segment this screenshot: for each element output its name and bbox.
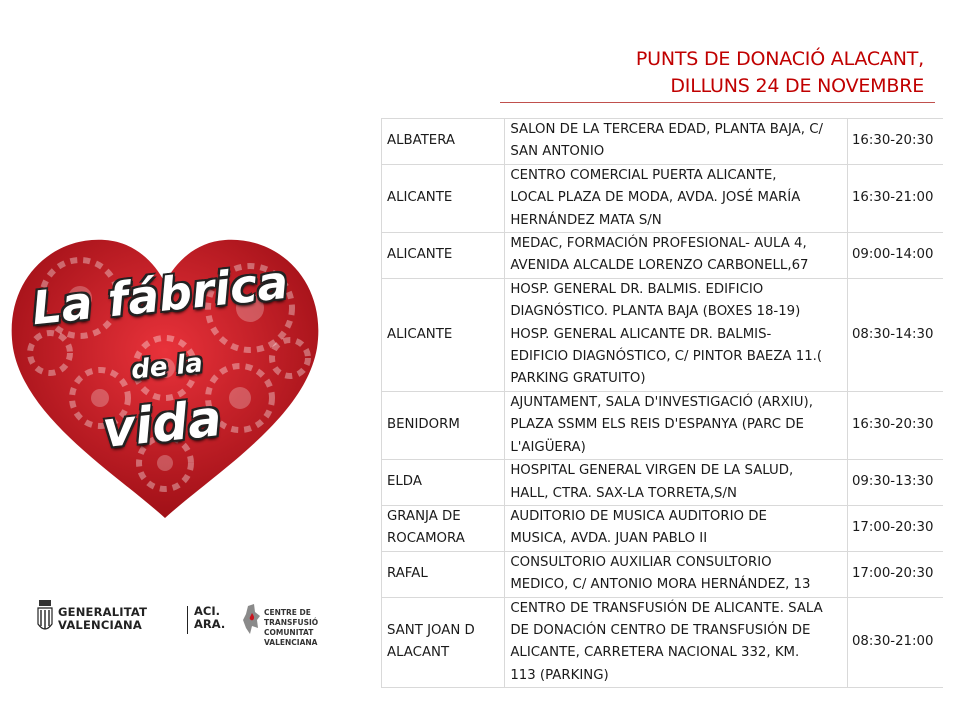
table-row — [382, 233, 944, 279]
place-cell — [505, 278, 848, 391]
page-title — [636, 46, 924, 100]
place-line: ALICANTE, CARRETERA NACIONAL 332, KM. — [510, 645, 800, 661]
table-body — [382, 119, 944, 688]
place-cell — [505, 597, 848, 688]
place-line: DE DONACIÓN CENTRO DE TRANSFUSIÓN DE — [510, 622, 811, 638]
hours-cell: 08:30-14:30 — [847, 278, 943, 391]
place-cell — [505, 551, 848, 597]
logo-title-line1: La fábrica — [29, 254, 291, 336]
place-cell — [505, 164, 848, 232]
town-line: RAFAL — [387, 565, 428, 581]
table-row — [382, 119, 944, 165]
town-line: ROCAMORA — [387, 531, 465, 547]
town-cell — [382, 119, 505, 165]
town-cell — [382, 278, 505, 391]
town-cell — [382, 460, 505, 506]
town-line: ELDA — [387, 474, 422, 490]
hours-cell: 17:00-20:30 — [847, 551, 943, 597]
place-cell — [505, 460, 848, 506]
hours-cell: 08:30-21:00 — [847, 597, 943, 688]
place-line: CONSULTORIO AUXILIAR CONSULTORIO — [510, 554, 772, 570]
title-divider — [500, 102, 935, 103]
town-cell — [382, 233, 505, 279]
place-line: PLAZA SSMM ELS REIS D'ESPANYA (PARC DE — [510, 417, 804, 433]
hours-cell: 16:30-20:30 — [847, 391, 943, 459]
place-line: MEDAC, FORMACIÓN PROFESIONAL- AULA 4, — [510, 236, 807, 252]
town-line: ALICANTE — [387, 190, 453, 206]
town-line: ALICANTE — [387, 247, 453, 263]
place-line: HERNÁNDEZ MATA S/N — [510, 212, 662, 228]
place-line: CENTRO COMERCIAL PUERTA ALICANTE, — [510, 167, 777, 183]
place-line: MUSICA, AVDA. JUAN PABLO II — [510, 531, 708, 547]
place-line: DIAGNÓSTICO. PLANTA BAJA (BOXES 18-19) — [510, 304, 801, 320]
place-line: HOSP. GENERAL ALICANTE DR. BALMIS- — [510, 326, 772, 342]
title-line-2: DILLUNS 24 DE NOVEMBRE — [670, 75, 924, 97]
place-cell — [505, 233, 848, 279]
place-cell — [505, 391, 848, 459]
logo-title-line2: de la — [129, 348, 205, 386]
place-line: 113 (PARKING) — [510, 667, 609, 683]
table-row — [382, 164, 944, 232]
town-cell — [382, 505, 505, 551]
table-row — [382, 278, 944, 391]
donation-points-table — [381, 118, 943, 688]
place-line: AJUNTAMENT, SALA D'INVESTIGACIÓ (ARXIU), — [510, 394, 813, 410]
hours-cell: 09:30-13:30 — [847, 460, 943, 506]
place-line: HOSPITAL GENERAL VIRGEN DE LA SALUD, — [510, 463, 794, 479]
place-cell — [505, 119, 848, 165]
place-line: CENTRO DE TRANSFUSIÓN DE ALICANTE. SALA — [510, 600, 823, 616]
town-line: ALACANT — [387, 645, 450, 661]
logo-separator — [187, 606, 188, 634]
hours-cell: 16:30-20:30 — [847, 119, 943, 165]
transfusion-centre-wordmark: CENTRE DE TRANSFUSIÓ COMUNITAT VALENCIANA — [264, 608, 319, 647]
town-line: SANT JOAN D — [387, 622, 475, 638]
place-line: SAN ANTONIO — [510, 144, 605, 160]
table-row — [382, 505, 944, 551]
town-line: GRANJA DE — [387, 508, 461, 524]
town-cell — [382, 551, 505, 597]
town-line: ALBATERA — [387, 133, 456, 149]
hours-cell: 17:00-20:30 — [847, 505, 943, 551]
town-line: BENIDORM — [387, 417, 460, 433]
place-line: SALON DE LA TERCERA EDAD, PLANTA BAJA, C/ — [510, 122, 823, 137]
table-row — [382, 391, 944, 459]
town-cell — [382, 391, 505, 459]
aci-ara-wordmark: ACI. ARA. — [194, 604, 226, 631]
town-line: ALICANTE — [387, 326, 453, 342]
hours-cell: 16:30-21:00 — [847, 164, 943, 232]
logo-title-line3: vida — [99, 388, 225, 460]
town-cell — [382, 597, 505, 688]
place-cell — [505, 505, 848, 551]
table-row — [382, 597, 944, 688]
place-line: MEDICO, C/ ANTONIO MORA HERNÁNDEZ, 13 — [510, 577, 811, 593]
place-line: HOSP. GENERAL DR. BALMIS. EDIFICIO — [510, 281, 764, 297]
title-line-1: PUNTS DE DONACIÓ ALACANT, — [635, 48, 924, 70]
place-line: HALL, CTRA. SAX-LA TORRETA,S/N — [510, 485, 737, 501]
place-line: AUDITORIO DE MUSICA AUDITORIO DE — [510, 508, 767, 524]
table-row — [382, 460, 944, 506]
table-row — [382, 551, 944, 597]
generalitat-wordmark: GENERALITAT VALENCIANA — [58, 605, 148, 632]
place-line: PARKING GRATUITO) — [510, 371, 646, 387]
place-line: LOCAL PLAZA DE MODA, AVDA. JOSÉ MARÍA — [510, 190, 801, 206]
place-line: L'AIGÜERA) — [510, 439, 586, 455]
place-line: EDIFICIO DIAGNÓSTICO, C/ PINTOR BAEZA 11.( — [510, 349, 823, 365]
hours-cell: 09:00-14:00 — [847, 233, 943, 279]
generalitat-emblem-icon — [36, 598, 54, 638]
footer-logos — [36, 596, 336, 646]
transfusion-centre-emblem-icon — [240, 602, 264, 636]
place-line: AVENIDA ALCALDE LORENZO CARBONELL,67 — [510, 258, 809, 274]
town-cell — [382, 164, 505, 232]
